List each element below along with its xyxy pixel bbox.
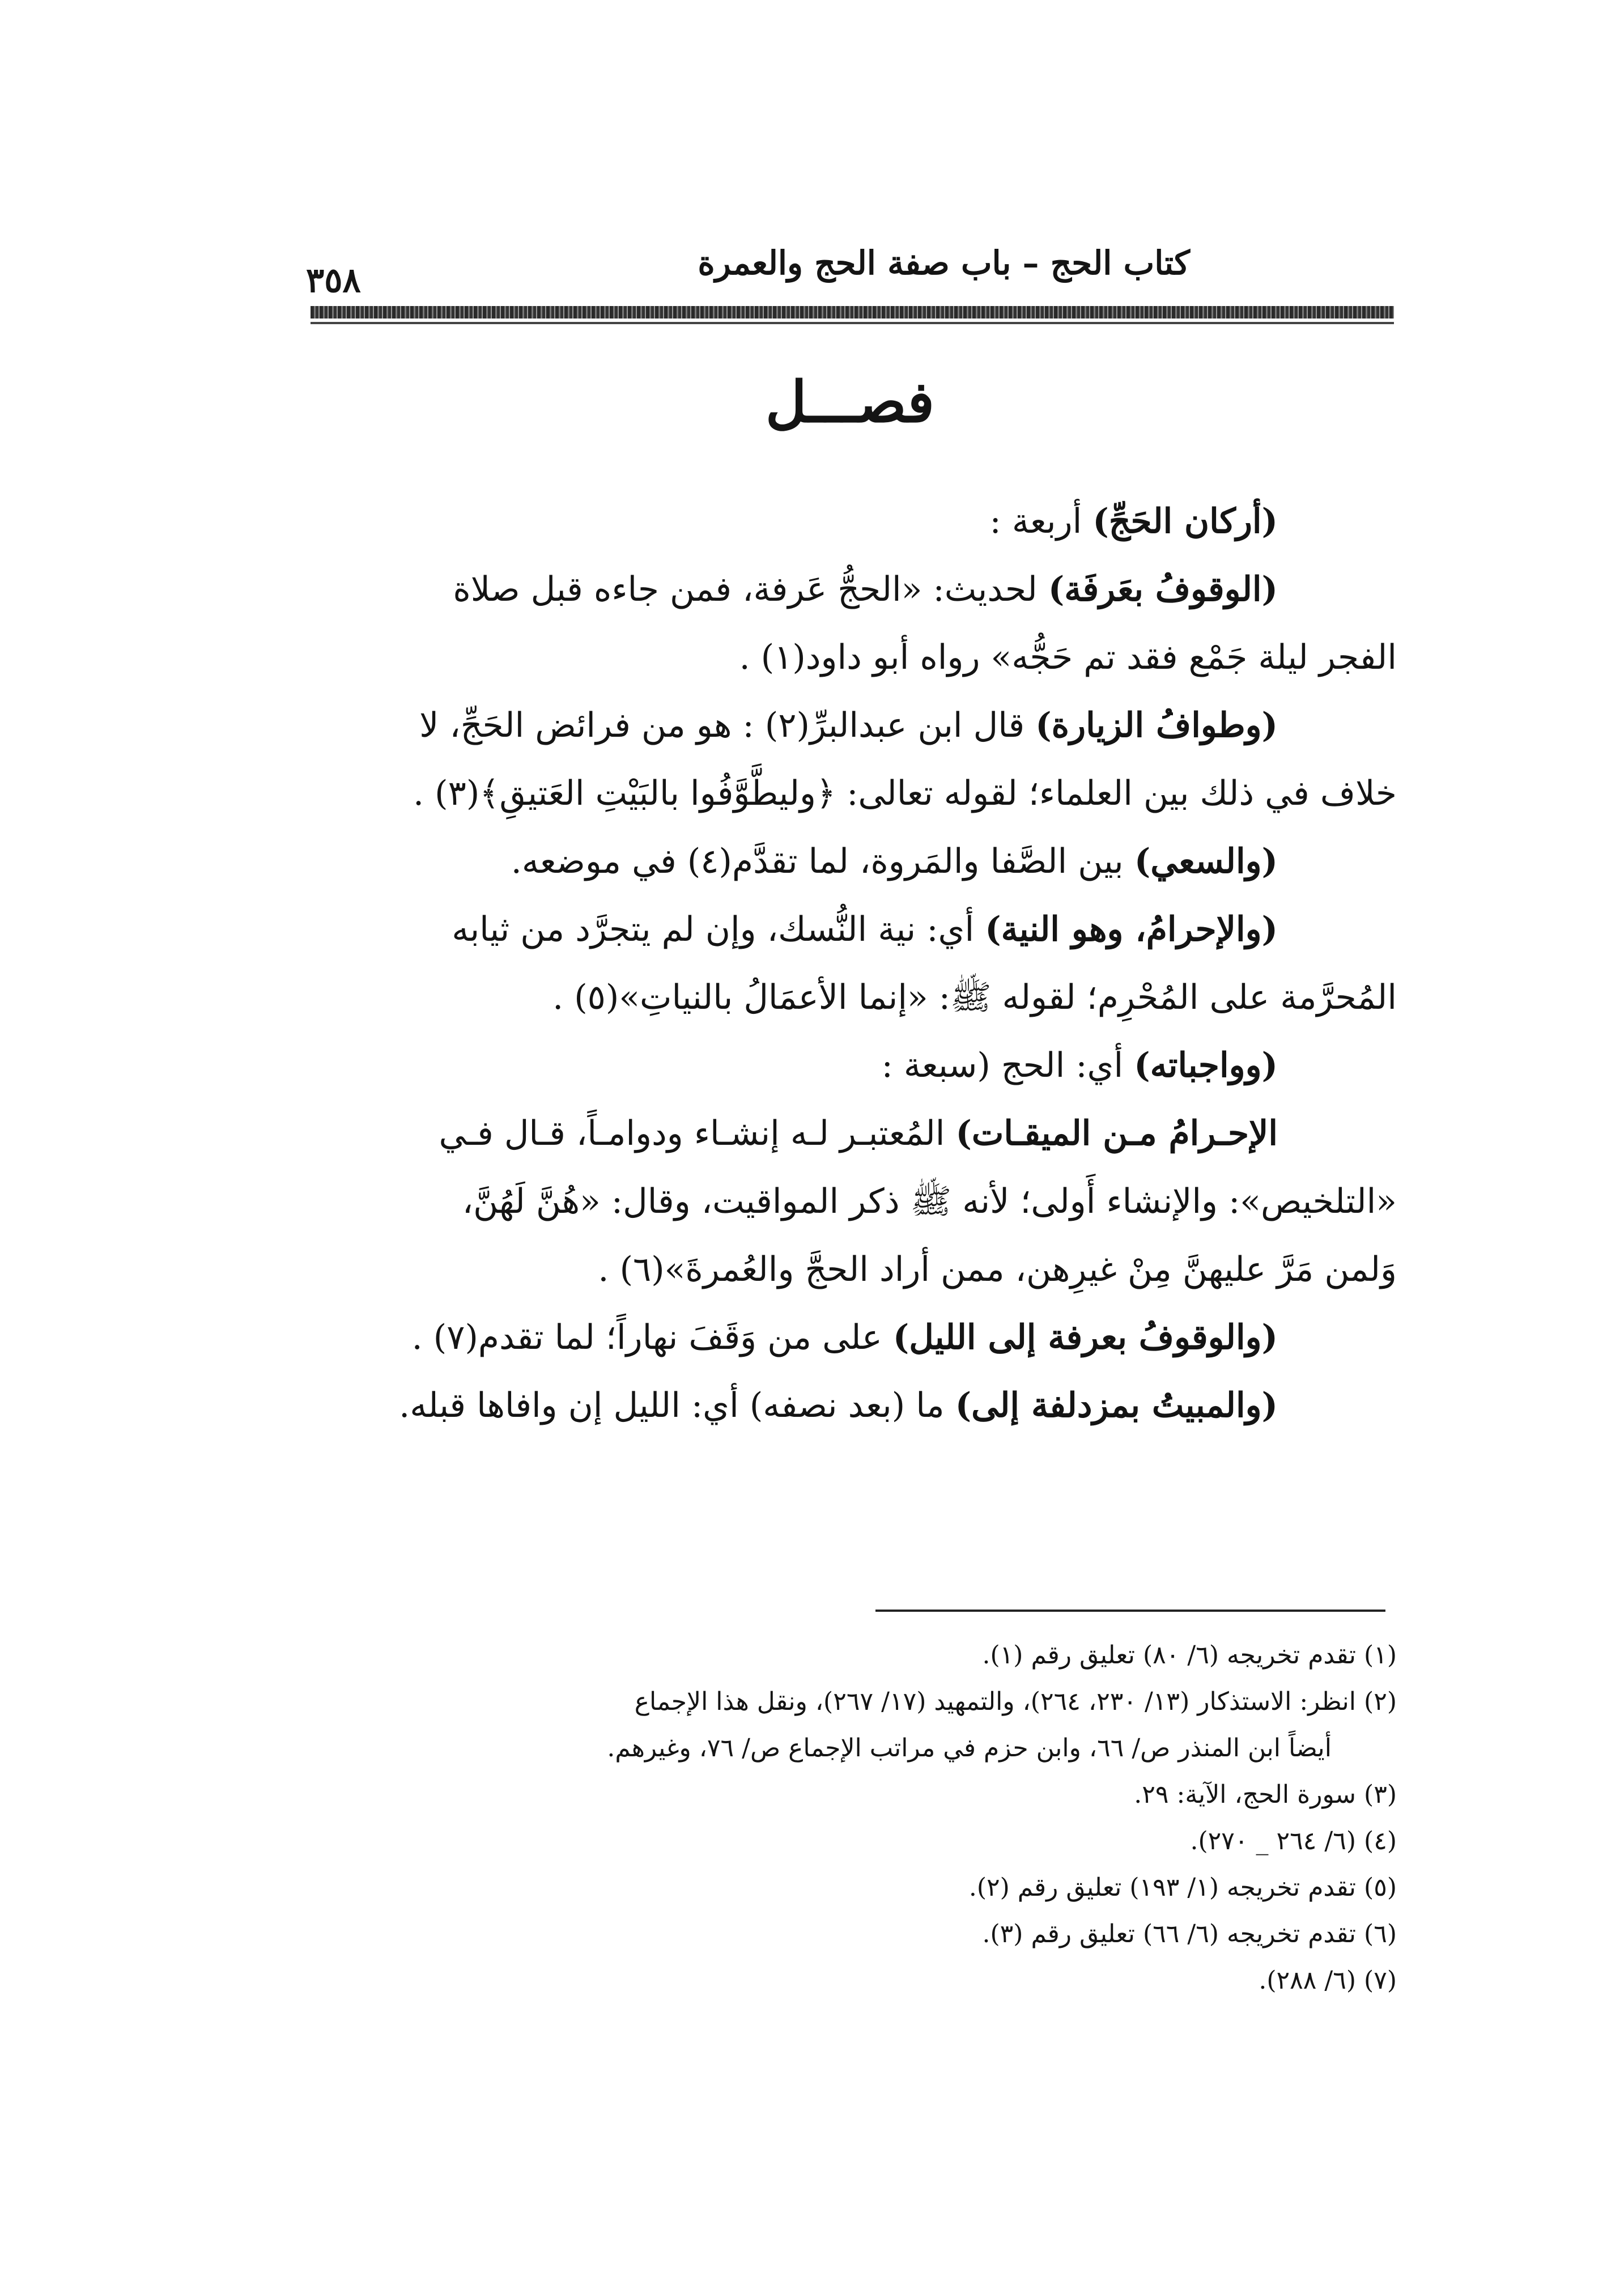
paragraph-line	[280, 487, 1397, 555]
line-text: المُحرَّمة على المُحْرِم؛ لقوله ﷺ: «إنما الأعمَالُ بالنياتِ»(٥) .	[552, 978, 1397, 1017]
bold-term: (الوقوفُ بعَرفَة)	[1048, 570, 1278, 609]
bold-term: (وواجباته)	[1134, 1046, 1278, 1085]
line-text: المُعتبـر لـه إنشـاء ودوامـاً، قـال فـي	[439, 1114, 956, 1153]
footnote-3: (٣) سورة الحج، الآية: ٢٩.	[1134, 1780, 1397, 1809]
line-text: أي: نية النُّسك، وإن لم يتجرَّد من ثيابه	[452, 910, 985, 949]
paragraph-line	[280, 827, 1397, 895]
line-text: قال ابن عبدالبرِّ(٢) : هو من فرائض الحَجِّ، لا	[419, 706, 1036, 745]
line-text: «التلخيص»: والإنشاء أَولى؛ لأنه ﷺ ذكر المواقيت، وقال: «هُنَّ لَهُنَّ،	[462, 1182, 1397, 1221]
line-text: الفجر ليلة جَمْع فقد تم حَجُّه» رواه أبو داود(١) .	[739, 638, 1397, 677]
line-text: لحديث: «الحجُّ عَرفة، فمن جاءه قبل صلاة	[453, 570, 1048, 609]
footnote-7: (٧) (٦/ ٢٨٨).	[1259, 1966, 1397, 1995]
header-rule	[311, 306, 1394, 319]
running-header	[306, 227, 1394, 300]
line-text: خلاف في ذلك بين العلماء؛ لقوله تعالى: ﴿وليطَّوَّفُوا بالبَيْتِ العَتيقِ﴾(٣) .	[413, 774, 1397, 813]
paragraph-line	[280, 895, 1397, 963]
line-text: بين الصَّفا والمَروة، لما تقدَّم(٤) في موضعه.	[511, 842, 1134, 881]
paragraph-line	[280, 1235, 1397, 1303]
bold-term: (وطوافُ الزيارة)	[1035, 706, 1278, 745]
bold-term: (أركان الحَجِّ)	[1092, 502, 1278, 541]
bold-term: (والوقوفُ بعرفة إلى الليل)	[892, 1318, 1278, 1357]
paragraph-line	[280, 555, 1397, 623]
paragraph-line	[280, 963, 1397, 1031]
paragraph-line	[280, 759, 1397, 827]
paragraph-line	[280, 623, 1397, 691]
footnote-rule	[875, 1610, 1385, 1612]
header-rule-thin	[311, 322, 1394, 324]
footnotes	[280, 1632, 1397, 2004]
bold-term: (والإحرامُ، وهو النية)	[985, 910, 1278, 949]
body-text	[280, 487, 1397, 1440]
page-number: ٣٥٨	[306, 261, 361, 300]
paragraph-line	[280, 1099, 1397, 1167]
line-text: أربعة :	[989, 502, 1093, 541]
line-text: ما (بعد نصفه) أي: الليل إن وافاها قبله.	[399, 1386, 955, 1425]
footnote-6: (٦) تقدم تخريجه (٦/ ٦٦) تعليق رقم (٣).	[982, 1920, 1397, 1948]
paragraph-line	[280, 1371, 1397, 1440]
footnote-4: (٤) (٦/ ٢٦٤ _ ٢٧٠).	[1190, 1827, 1397, 1855]
section-title: فصـــل	[765, 368, 935, 435]
paragraph-line	[280, 1031, 1397, 1099]
footnote-2-continued: أيضاً ابن المنذر ص/ ٦٦، وابن حزم في مراتب الإجماع ص/ ٧٦، وغيرهم.	[607, 1734, 1332, 1763]
paragraph-line	[280, 691, 1397, 759]
footnote-1: (١) تقدم تخريجه (٦/ ٨٠) تعليق رقم (١).	[982, 1641, 1397, 1670]
paragraph-line	[280, 1167, 1397, 1235]
paragraph-line	[280, 1303, 1397, 1371]
line-text: على من وَقَفَ نهاراً؛ لما تقدم(٧) .	[411, 1318, 893, 1357]
bold-term: (والسعي)	[1134, 842, 1278, 881]
header-title: كتاب الحج – باب صفة الحج والعمرة	[698, 244, 1190, 282]
line-text: وَلمن مَرَّ عليهنَّ مِنْ غيرِهن، ممن أراد الحجَّ والعُمرةَ»(٦) .	[598, 1250, 1397, 1289]
bold-term: الإحـرامُ مـن الميقـات)	[955, 1114, 1278, 1153]
line-text: أي: الحج (سبعة :	[881, 1046, 1134, 1085]
footnote-2: (٢) انظر: الاستذكار (١٣/ ٢٣٠، ٢٦٤)، والتمهيد (١٧/ ٢٦٧)، ونقل هذا الإجماع	[634, 1687, 1397, 1716]
bold-term: (والمبيتُ بمزدلفة إلى)	[955, 1386, 1278, 1425]
footnote-5: (٥) تقدم تخريجه (١/ ١٩٣) تعليق رقم (٢).	[968, 1873, 1397, 1902]
